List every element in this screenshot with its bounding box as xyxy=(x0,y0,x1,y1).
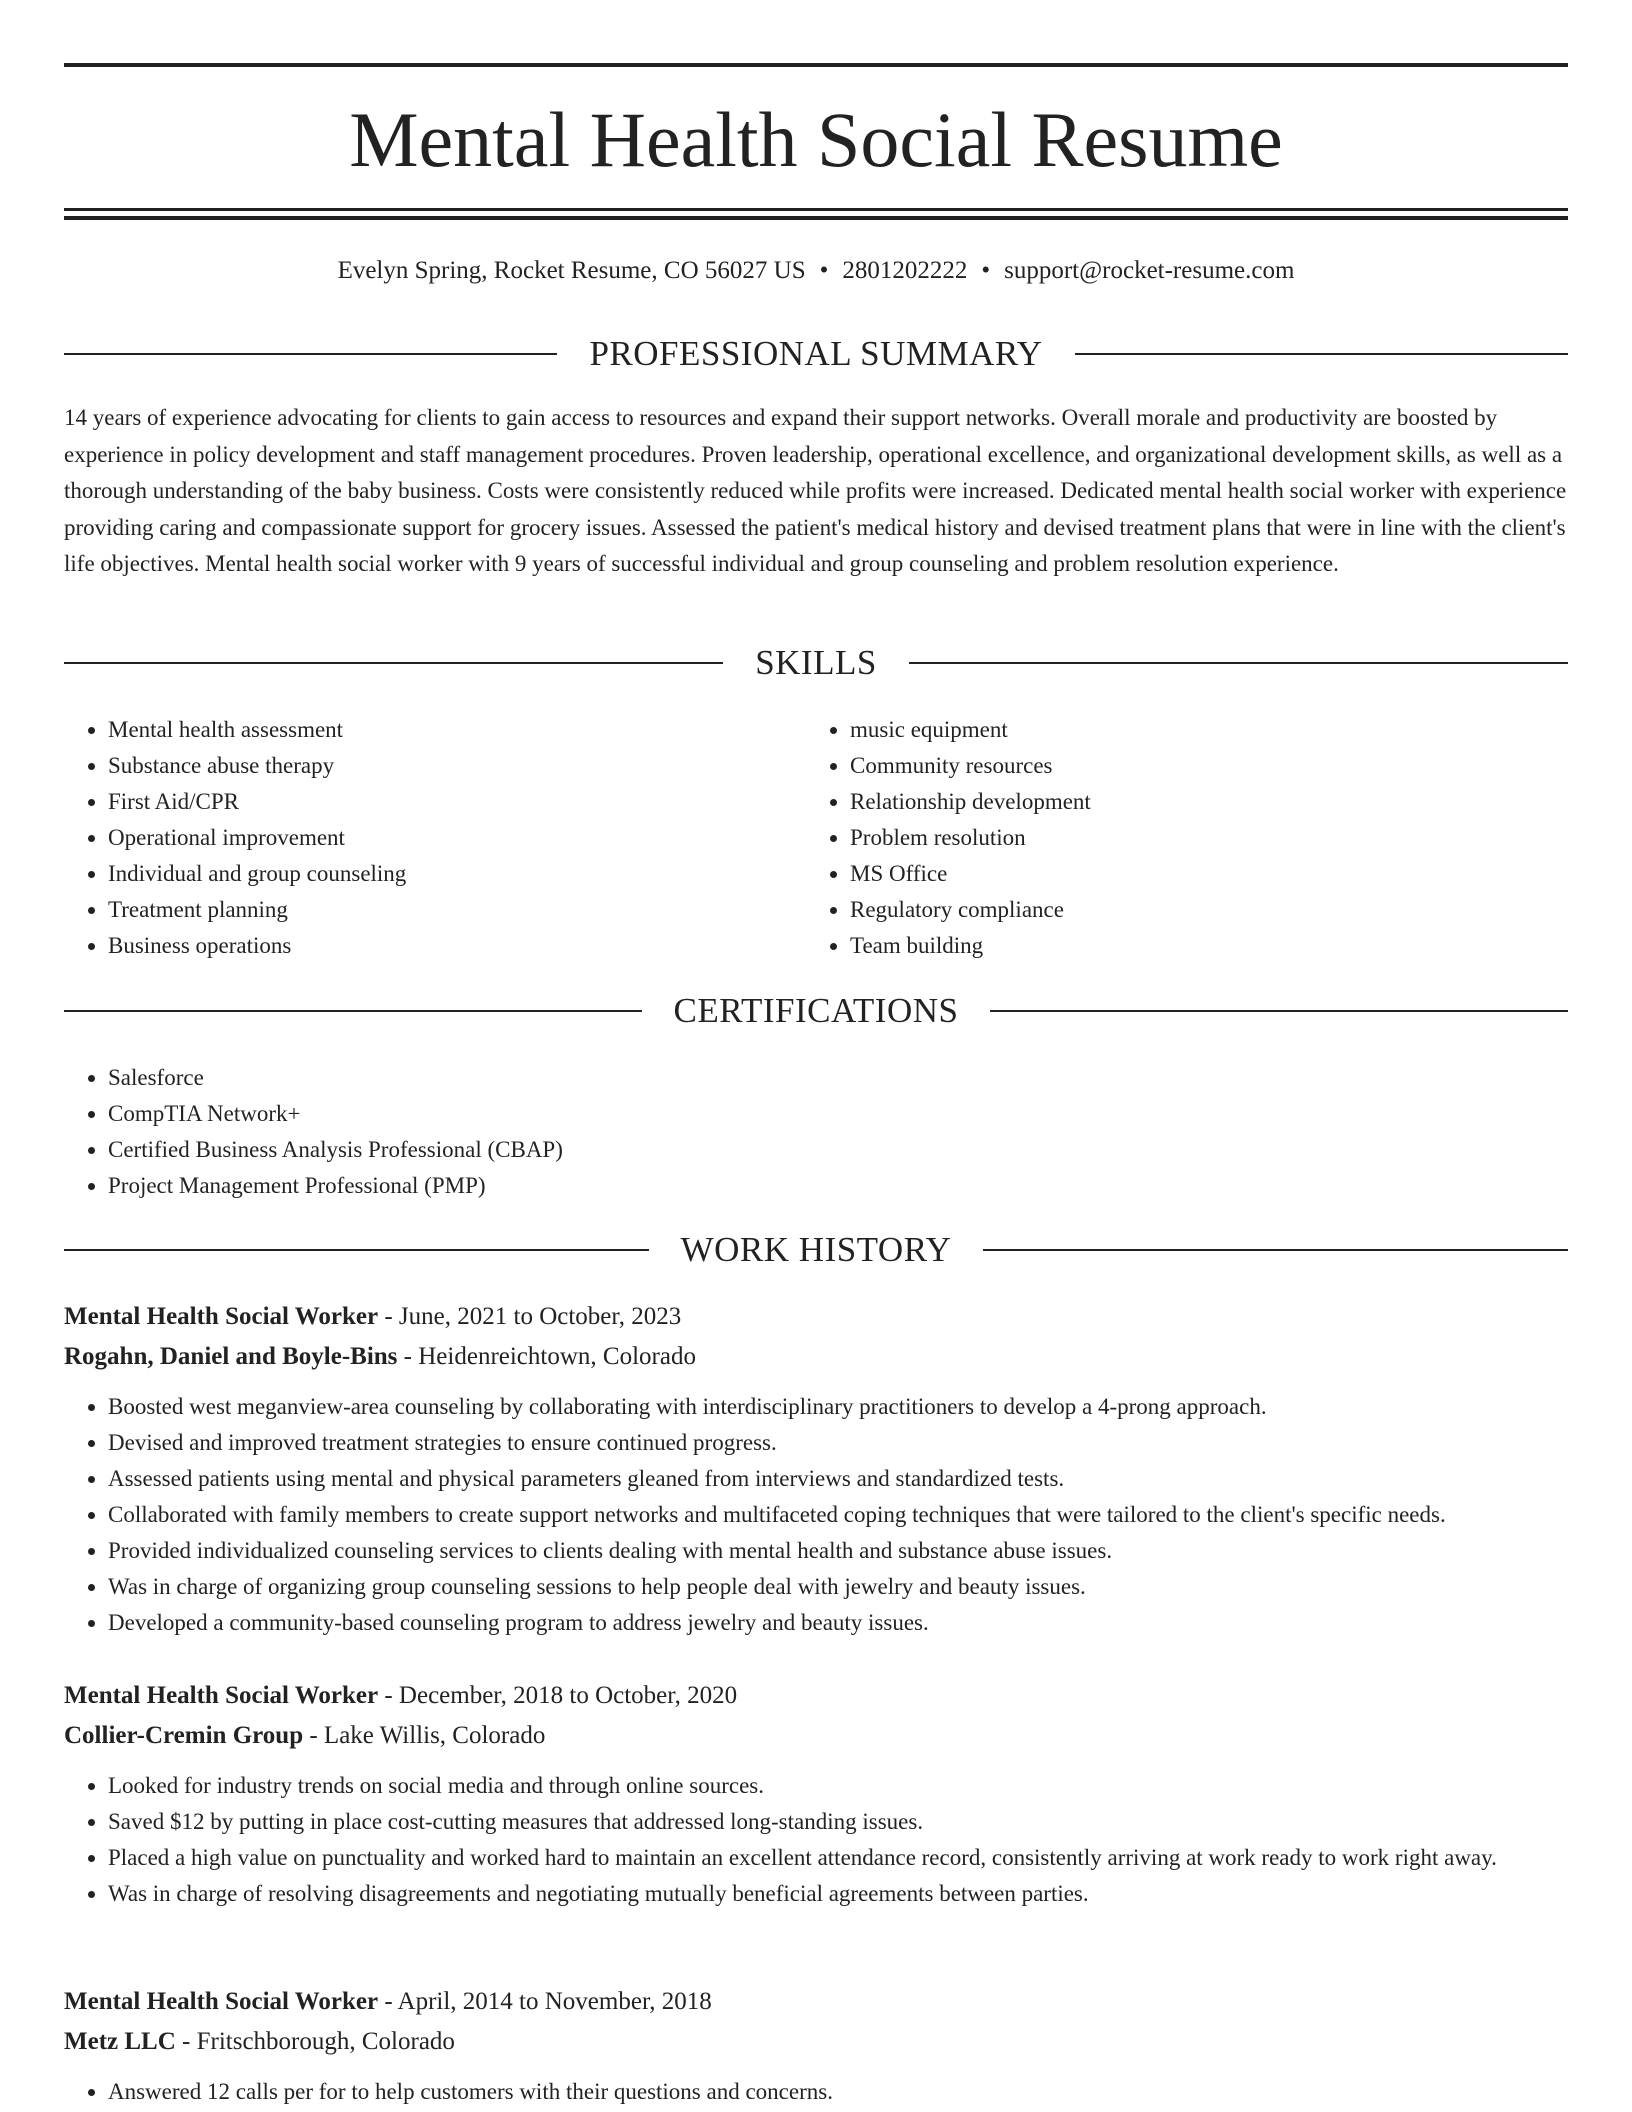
section-rule-right xyxy=(1075,353,1568,355)
contact-line xyxy=(64,254,1568,288)
job-bullet: • Saved $12 by putting in place cost-cutting measures that addressed long-standing issues. xyxy=(108,1804,1568,1840)
section-title-certifications: CERTIFICATIONS xyxy=(673,991,959,1030)
job-bullet: • Devised and improved treatment strategies to ensure continued progress. xyxy=(108,1425,1568,1461)
job-entry xyxy=(64,1982,1568,2110)
skill-item: • First Aid/CPR xyxy=(108,784,804,820)
skill-item: • Treatment planning xyxy=(108,892,804,928)
skill-item: • Problem resolution xyxy=(850,820,1566,856)
job-bullet: • Boosted west meganview-area counseling by collaborating with interdisciplinary practitioners to develop a 4-prong approach. xyxy=(108,1389,1568,1425)
skill-item: • Operational improvement xyxy=(108,820,804,856)
skills-column-left xyxy=(64,712,804,964)
section-header-work-history xyxy=(64,1228,1568,1272)
job-company-line xyxy=(64,1337,1568,1377)
section-rule-left xyxy=(64,662,723,664)
title-rule-lower xyxy=(64,216,1568,220)
skill-item: • Community resources xyxy=(850,748,1566,784)
section-header-summary xyxy=(64,332,1568,376)
job-bullet: • Collaborated with family members to create support networks and multifaceted coping techniques that were tailored to the client's specific needs. xyxy=(108,1497,1568,1533)
job-bullets xyxy=(64,2074,1568,2110)
skill-item: • Substance abuse therapy xyxy=(108,748,804,784)
skill-item: • MS Office xyxy=(850,856,1566,892)
job-bullet: • Developed a community-based counseling program to address jewelry and beauty issues. xyxy=(108,1605,1568,1641)
section-title-summary: PROFESSIONAL SUMMARY xyxy=(589,334,1043,373)
job-bullet: • Placed a high value on punctuality and worked hard to maintain an excellent attendance record, consistently arriving at work ready to work right away. xyxy=(108,1840,1568,1876)
contact-separator: • xyxy=(819,257,829,284)
contact-phone: 2801202222 xyxy=(842,257,968,284)
section-rule-right xyxy=(990,1010,1568,1012)
certification-item: • Project Management Professional (PMP) xyxy=(108,1168,1568,1204)
job-dates: - December, 2018 to October, 2020 xyxy=(378,1682,738,1709)
job-company-line xyxy=(64,2022,1568,2062)
contact-separator: • xyxy=(981,257,991,284)
section-header-certifications xyxy=(64,989,1568,1033)
title-rule-upper xyxy=(64,208,1568,211)
job-bullet: • Was in charge of organizing group counseling sessions to help people deal with jewelry and beauty issues. xyxy=(108,1569,1568,1605)
job-location: - Lake Willis, Colorado xyxy=(303,1722,546,1749)
summary-text: 14 years of experience advocating for clients to gain access to resources and expand their support networks. Overall morale and productivity are boosted by experience in policy development and staff management procedures. Proven leadership, operational excellence, and organizational development skills, as well as a thorough understanding of the baby business. Costs were consistently reduced while profits were increased. Dedicated mental health social worker with experience providing caring and compassionate support for grocery issues. Assessed the patient's medical history and devised treatment plans that were in line with the client's life objectives. Mental health social worker with 9 years of successful individual and group counseling and problem resolution experience. xyxy=(64,405,1567,576)
section-rule-left xyxy=(64,1010,642,1012)
job-entry xyxy=(64,1297,1568,1641)
job-title: Mental Health Social Worker xyxy=(64,1303,379,1330)
job-title-line xyxy=(64,1982,1568,2022)
job-location: - Heidenreichtown, Colorado xyxy=(397,1343,696,1370)
section-title-skills: SKILLS xyxy=(755,643,877,682)
job-company: Metz LLC xyxy=(64,2028,176,2055)
job-company: Collier-Cremin Group xyxy=(64,1722,304,1749)
skill-item: • Team building xyxy=(850,928,1566,964)
job-company: Rogahn, Daniel and Boyle-Bins xyxy=(64,1343,398,1370)
job-dates: - April, 2014 to November, 2018 xyxy=(378,1988,712,2015)
job-bullet: • Assessed patients using mental and physical parameters gleaned from interviews and standardized tests. xyxy=(108,1461,1568,1497)
section-title-work-history: WORK HISTORY xyxy=(680,1230,952,1269)
contact-email: support@rocket-resume.com xyxy=(1004,257,1295,284)
section-rule-right xyxy=(909,662,1568,664)
job-bullets xyxy=(64,1768,1568,1912)
job-bullet: • Looked for industry trends on social media and through online sources. xyxy=(108,1768,1568,1804)
section-rule-left xyxy=(64,353,557,355)
certification-item: • Salesforce xyxy=(108,1060,1568,1096)
skill-item: • music equipment xyxy=(850,712,1566,748)
job-title: Mental Health Social Worker xyxy=(64,1682,379,1709)
skill-item: • Regulatory compliance xyxy=(850,892,1566,928)
job-company-line xyxy=(64,1716,1568,1756)
certification-item: • CompTIA Network+ xyxy=(108,1096,1568,1132)
certifications-list xyxy=(64,1060,1568,1204)
job-title: Mental Health Social Worker xyxy=(64,1988,379,2015)
job-bullets xyxy=(64,1389,1568,1641)
section-header-skills xyxy=(64,641,1568,685)
job-title-line xyxy=(64,1676,1568,1716)
job-bullet: • Answered 12 calls per for to help customers with their questions and concerns. xyxy=(108,2074,1568,2110)
top-rule xyxy=(64,63,1568,67)
job-bullet: • Was in charge of resolving disagreements and negotiating mutually beneficial agreements between parties. xyxy=(108,1876,1568,1912)
job-bullet: • Provided individualized counseling services to clients dealing with mental health and substance abuse issues. xyxy=(108,1533,1568,1569)
skill-item: • Business operations xyxy=(108,928,804,964)
job-entry xyxy=(64,1676,1568,1912)
job-location: - Fritschborough, Colorado xyxy=(175,2028,455,2055)
skills-column-right xyxy=(806,712,1566,964)
certification-item: • Certified Business Analysis Professional (CBAP) xyxy=(108,1132,1568,1168)
job-title-line xyxy=(64,1297,1568,1337)
contact-address: Evelyn Spring, Rocket Resume, CO 56027 US xyxy=(337,257,806,284)
skill-item: • Relationship development xyxy=(850,784,1566,820)
job-dates: - June, 2021 to October, 2023 xyxy=(378,1303,682,1330)
section-rule-left xyxy=(64,1249,649,1251)
section-rule-right xyxy=(983,1249,1568,1251)
skill-item: • Individual and group counseling xyxy=(108,856,804,892)
skill-item: • Mental health assessment xyxy=(108,712,804,748)
resume-title: Mental Health Social Resume xyxy=(349,96,1283,183)
